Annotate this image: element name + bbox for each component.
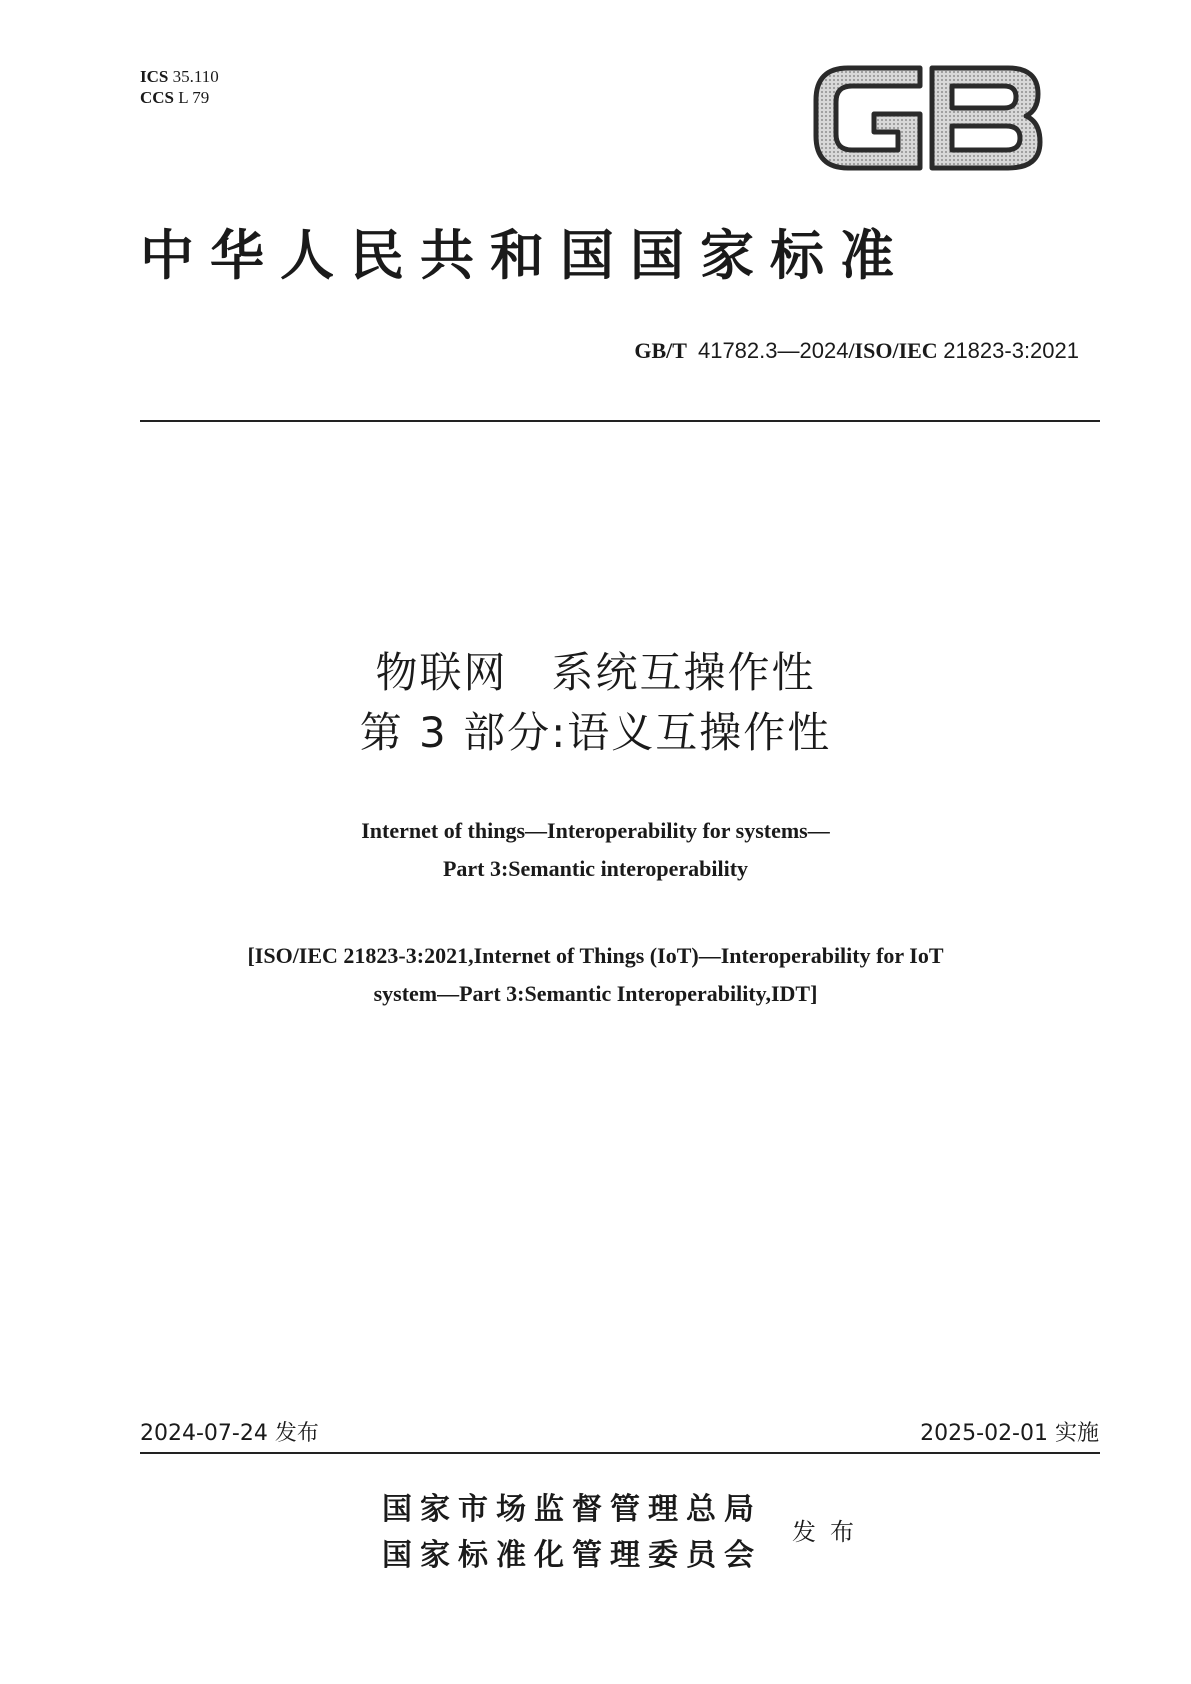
standard-code: 41782.3—2024 [697, 338, 849, 363]
english-title-line1: Internet of things—Interoperability for systems— [361, 818, 830, 843]
ics-value: 35.110 [172, 67, 219, 86]
iso-code: 21823-3:2021 [943, 338, 1079, 363]
ics-label: ICS [140, 67, 169, 86]
chinese-title-line2: 第 3 部分:语义互操作性 [359, 708, 832, 757]
ccs-label: CCS [140, 88, 175, 107]
gb-logo [808, 58, 1048, 178]
iso-reference-line1: [ISO/IEC 21823-3:2021,Internet of Things (IoT)—Interoperability for IoT [247, 943, 944, 968]
iso-prefix: /ISO/IEC [848, 338, 938, 363]
publish-label: 发布 [792, 1518, 868, 1546]
classification-codes [140, 66, 219, 108]
ics-code [140, 66, 219, 87]
standard-number [634, 338, 1079, 364]
ccs-code [140, 87, 219, 108]
bottom-divider [140, 1452, 1100, 1454]
chinese-title-line1: 物联网 系统互操作性 [375, 648, 816, 697]
standard-prefix: GB/T [634, 338, 687, 363]
national-standard-title: 中华人民共和国国家标准 [140, 223, 910, 287]
english-title-line2: Part 3:Semantic interoperability [442, 856, 749, 881]
issue-date: 2024-07-24 发布 [140, 1421, 319, 1446]
implementation-date: 2025-02-01 实施 [920, 1421, 1099, 1446]
iso-reference-line2: system—Part 3:Semantic Interoperability,IDT] [373, 981, 818, 1006]
ccs-value: L 79 [178, 88, 210, 107]
top-divider [140, 420, 1100, 422]
issuer-sac: 国家标准化管理委员会 [382, 1538, 762, 1573]
issuer-samr: 国家市场监督管理总局 [382, 1492, 762, 1527]
